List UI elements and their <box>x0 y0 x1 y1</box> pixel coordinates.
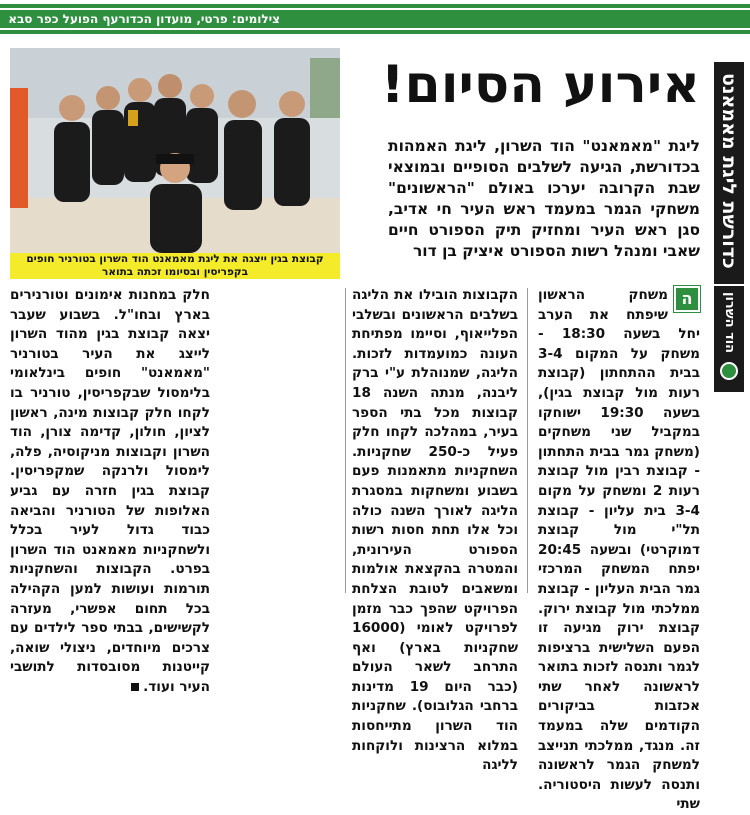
end-mark-icon <box>131 683 139 691</box>
top-banner <box>0 0 750 40</box>
team-photo-illustration <box>10 48 340 253</box>
column-1-text: משחק הראשון שיפתח את הערב יחל בשעה 18:30 - משחק על המקום 3-4 בבית ההתחתון (קבוצת רעות מול קבוצת בגין), בשעה 19:30 ישוחקו במקביל שני משחקים (משחק גמר בבית התחתון - קבוצת רבין מול קבוצת רעות 2 ומשחק על מקום 3-4 בית עליון - קבוצת תל"י מול קבוצת דמוקרטי) ובשעה 20:45 יפתח המשחק המרכזי גמר הבית העליון - קבוצת ממלכתי מול קבוצת ירוק. קבוצת ירוק מגיעה זו הפעם השלישית ברציפות לגמר ותנסה לזכות בתואר לראשונה לאחר שתי אכזבות בביקורים הקודמים שלה במעמד זה. מנגד, ממלכתי תנייצב למשחק הגמר לראשונה ותנסה לעשות היסטוריה. שתי <box>538 287 700 813</box>
article-column-1 <box>538 286 700 815</box>
column-2-text: הקבוצות הובילו את הליגה בשלבים הראשונים ובשלבי הפלייאוף, וסיימו מפתיחת העונה כמועמדות לזכות. הליגה, שמנוהלת ע"י ברק ליבנה, מנתה השנה 18 קבוצות מכל בתי הספר בעיר, במהלכה לקחו חלק פעיל כ-250 שחקניות. השחקניות מתאמנות פעם בשבוע ומשחקות במסגרת הליגה לאורך השנה כולה וכל אלו תחת חסות רשות הספורט העירונית, והמטרה בהקצאת אולמות ומשאבים לטובת הצלחת הפרויקט שהפך כבר מזמן לפרויקט לאומי (16000 שחקניות בארץ) ואף התרחב לשאר העולם (כבר היום 19 מדינות ברחבי הגלובוס). שחקניות הוד השרון מתייחסות במלוא הרצינות ולוקחות לליגה <box>352 287 519 774</box>
team-photo <box>10 48 340 253</box>
column-3-text: חלק במחנות אימונים וטורנירים בארץ ובחו"ל. בשבוע שעבר יצאה קבוצת בגין מהוד השרון לייצג את העיר בטורניר "מאמאנט" חופים בינלאומי בלימסול שבקפריסין, טורניר בו לקחו חלק קבוצות מינה, ראשון לציון, חולון, קדימה צורן, הוד השרון וקבוצות מניקוסיה, פלה, לימסול ולרנקה שמקפריסין. קבוצת בגין חזרה עם גביע האלופות של הטורניר והביאה כבוד גדול לעיר בכלל ולשחקניות מאמאנט הוד השרון בפרט. הקבוצות והשחקניות תורמות ועושות למען הקהילה בכל תחום אפשרי, מעזרה לקשישים, בבתי ספר לילדים עם צרכים מיוחדים, ניצולי שואה, קייטנות מסובסדות לתושבי העיר ועוד. <box>10 287 210 695</box>
lead-paragraph: ליגת "מאמאנט" הוד השרון, ליגת האמהות בכדורשת, הגיעה לשלבים הסופיים ובמוצאי שבת הקרובה יערכו באולם "הראשונים" משחקי הגמר במעמד ראש העיר חי אדיב, סגן ראש העיר ומחזיק תיק הספורט חיים שאבי ומנהל רשות הספורט איציק בן דור <box>388 137 700 260</box>
section-subtitle: הוד השרון <box>722 292 737 354</box>
headline: אירוע הסיום! <box>380 55 700 115</box>
photo-credit: צילומים: פרטי, מועדון הכדורעף הפועל כפר סבא <box>8 12 280 26</box>
section-dot-icon <box>720 362 738 380</box>
drop-cap: ה <box>674 286 700 312</box>
column-divider <box>345 288 346 593</box>
photo-caption: קבוצת בגין ייצגה את ליגת מאמאנט הוד השרון בטורניר חופים בקפריסין ובסיומו זכתה בתואר <box>10 253 340 279</box>
article-column-3 <box>10 286 210 697</box>
section-title: כדורשת ליגת מאמאנט <box>718 73 740 269</box>
column-divider <box>527 288 528 593</box>
article-column-2 <box>352 286 518 776</box>
section-divider <box>714 284 744 286</box>
